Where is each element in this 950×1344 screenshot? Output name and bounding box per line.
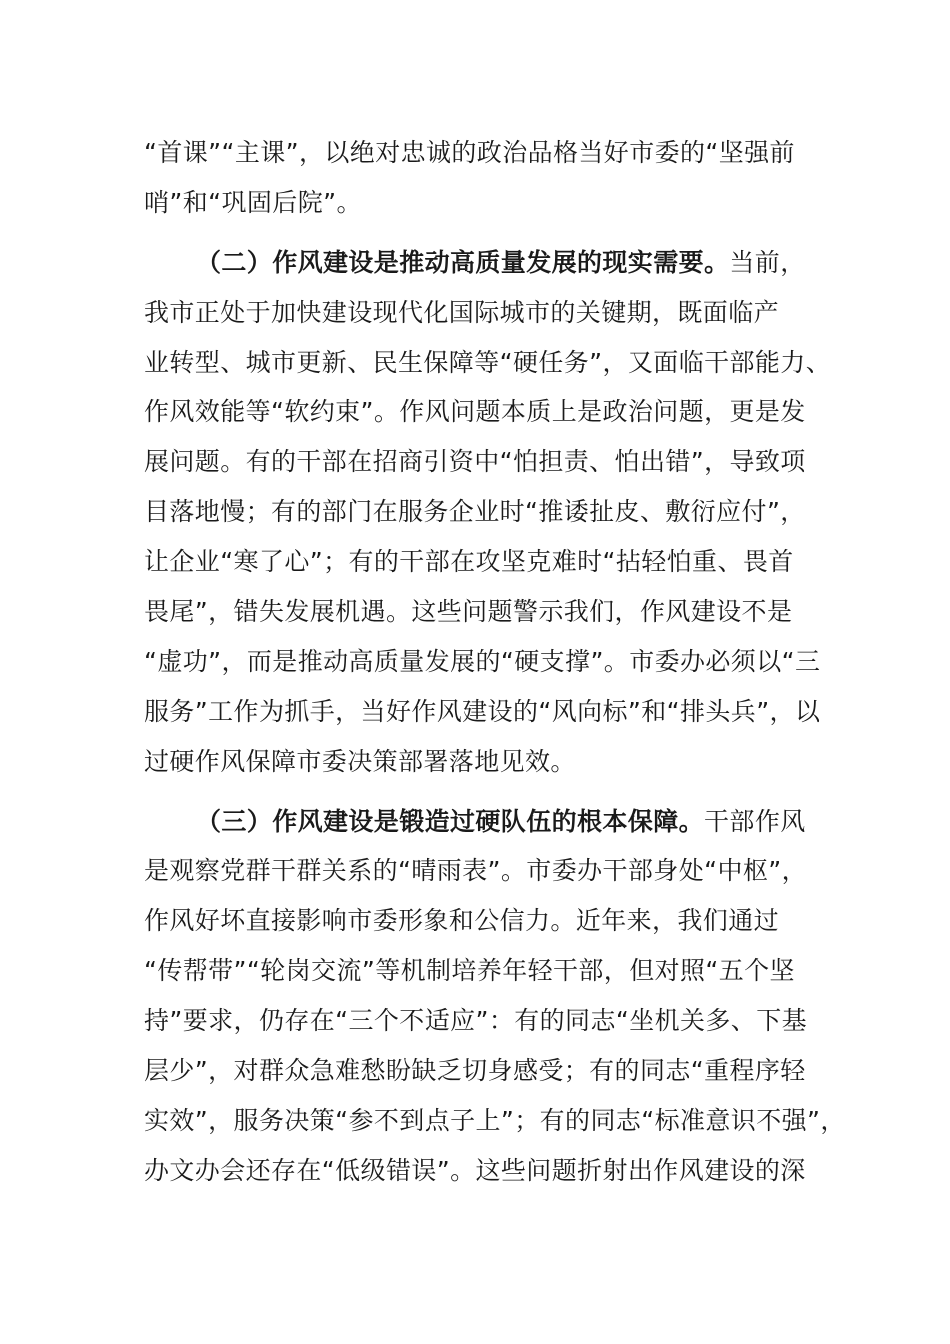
text-line: 我市正处于加快建设现代化国际城市的关键期，既面临产	[144, 297, 780, 327]
text-line: 让企业“寒了心”；有的干部在攻坚克难时“拈轻怕重、畏首	[144, 547, 794, 577]
section-heading-2: （二）作风建设是推动高质量发展的现实需要。	[196, 247, 730, 277]
text-run: 当前，	[729, 247, 806, 277]
text-line: 哨”和“巩固后院”。	[144, 187, 362, 217]
section-heading-3: （三）作风建设是锻造过硬队伍的根本保障。	[196, 806, 705, 836]
text-line: 畏尾”，错失发展机遇。这些问题警示我们，作风建设不是	[144, 597, 793, 627]
document-page	[144, 128, 846, 1196]
text-line: 层少”，对群众急难愁盼缺乏切身感受；有的同志“重程序轻	[144, 1056, 806, 1086]
text-line: 办文办会还存在“低级错误”。这些问题折射出作风建设的深	[144, 1155, 806, 1185]
paragraph-intro	[144, 128, 826, 228]
text-line: 持”要求，仍存在“三个不适应”：有的同志“坐机关多、下基	[144, 1006, 808, 1036]
text-line: 是观察党群干群关系的“晴雨表”。市委办干部身处“中枢”，	[144, 856, 808, 886]
paragraph-first-line	[144, 238, 826, 288]
text-run: 干部作风	[704, 806, 806, 836]
text-line: “首课”“主课”，以绝对忠诚的政治品格当好市委的“坚强前	[144, 138, 795, 167]
text-line: 目落地慢；有的部门在服务企业时“推诿扯皮、敷衍应付”，	[144, 497, 806, 527]
text-line: 业转型、城市更新、民生保障等“硬任务”，又面临干部能力、	[144, 347, 832, 377]
text-line: “传帮带”“轮岗交流”等机制培养年轻干部，但对照“五个坚	[144, 956, 795, 986]
text-line: 过硬作风保障市委决策部署落地见效。	[144, 746, 576, 776]
text-line: 服务”工作为抓手，当好作风建设的“风向标”和“排头兵”，以	[144, 696, 821, 726]
text-line: 展问题。有的干部在招商引资中“怕担责、怕出错”，导致项	[144, 447, 806, 477]
text-line: “虚功”，而是推动高质量发展的“硬支撑”。市委办必须以“三	[144, 646, 821, 676]
text-line: 作风效能等“软约束”。作风问题本质上是政治问题，更是发	[144, 397, 806, 427]
text-line: 实效”，服务决策“参不到点子上”；有的同志“标准意识不强”，	[144, 1105, 846, 1135]
paragraph-3	[144, 797, 846, 1196]
paragraph-2	[144, 238, 832, 787]
paragraph-first-line	[144, 797, 826, 847]
text-line: 作风好坏直接影响市委形象和公信力。近年来，我们通过	[144, 906, 780, 936]
